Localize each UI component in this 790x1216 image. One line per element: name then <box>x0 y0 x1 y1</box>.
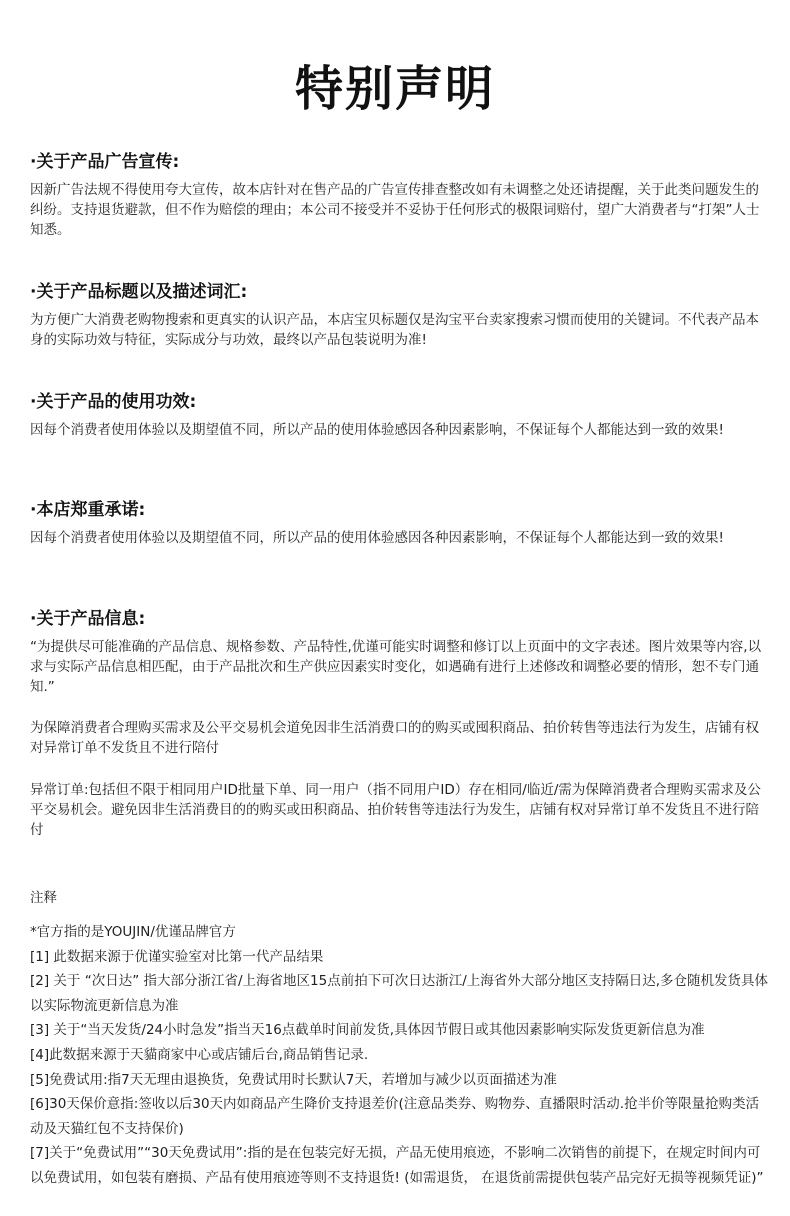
section-heading: ·关于产品信息: <box>30 609 146 629</box>
section-body: 因每个消费者使用体验以及期望值不同，所以产品的使用体验感因各种因素影响，不保证每个人都能达到一致的效果! <box>30 530 724 546</box>
notes-list <box>30 920 770 1191</box>
page-title: 特别声明 <box>294 61 495 117</box>
section-body: 因新广告法规不得使用夸大宣传，故本店针对在售产品的广告宣传排查整改如有未调整之处还请提醒，关于此类问题发生的纠纷。支持退货避款，但不作为赔偿的理由；本公司不接受并不妥协于任何形式的极限词赔付，望广大消费者与“打架”人士知悉。 <box>30 182 760 238</box>
section-product-title <box>30 280 765 350</box>
paragraph-purchase-protection: 为保障消费者合理购买需求及公平交易机会道免因非生活消费口的的购买或囤积商品、拍价转售等违法行为发生，店铺有权对异常订单不发货且不进行陪付 <box>30 720 759 756</box>
note-item: [1] 此数据来源于优谨实验室对比第一代产品结果 <box>30 948 324 965</box>
section-body: 为方便广大消费老购物搜索和更真实的认识产品，本店宝贝标题仅是沟宝平台卖家搜索习惯而使用的关键词。不代表产品本身的实际功效与特征，实际成分与功效，最终以产品包装说明为准! <box>30 312 759 348</box>
section-heading: ·关于产品广告宣传: <box>30 152 180 172</box>
note-item: [5]免费试用:指7天无理由退换货，免费试用时长默认7天，若增加与减少以页面描述为准 <box>30 1071 557 1088</box>
note-item: [7]关于“免费试用”“30天免费试用”:指的是在包装完好无损，产品无使用痕迹，不影响二次销售的前提下，在规定时间内可以免费试用，如包装有磨损、产品有使用痕迹等则不支持退货! (如需退货， 在退货前需提供包装产品完好无损等视频凭证)” <box>30 1145 764 1186</box>
section-advertising <box>30 150 765 240</box>
section-body: “为提供尽可能准确的产品信息、规格参数、产品特性,优谨可能实时调整和修订以上页面中的文字表述。图片效果等内容,以求与实际产品信息相匹配，由于产品批次和生产供应因素实时变化，如遇确有进行上述修改和调整必要的情形，恕不专门通知.” <box>30 639 762 695</box>
note-item: *官方指的是YOUJIN/优谨品牌官方 <box>30 924 236 940</box>
note-item: [4]此数据来源于天貓商家中心或店铺后台,商品销售记录. <box>30 1046 369 1063</box>
note-item: [2] 关于 “次日达” 指大部分浙江省/上海省地区15点前拍下可次日达浙江/上海省外大部分地区支持隔日达,多仓随机发货具体以实际物流更新信息为准 <box>30 973 769 1014</box>
section-product-info <box>30 607 765 697</box>
section-heading: ·本店郑重承诺: <box>30 500 146 520</box>
section-usage-effect <box>30 390 765 440</box>
section-body: 因每个消费者使用体验以及期望值不同，所以产品的使用体验感因各种因素影响，不保证每个人都能达到一致的效果! <box>30 422 724 438</box>
section-store-promise <box>30 498 765 548</box>
notes-title: 注释 <box>30 890 57 906</box>
note-item: [6]30天保价意指:签收以后30天内如商品产生降价支持退差价(注意品类券、购物券、直播限时活动.抢半价等限量抢购类活动及天猫红包不支持保价) <box>30 1096 760 1137</box>
section-heading: ·关于产品标题以及描述词汇: <box>30 282 248 302</box>
section-heading: ·关于产品的使用功效: <box>30 392 197 412</box>
paragraph-abnormal-orders: 异常订单:包括但不限于相同用户ID批量下单、同一用户（指不同用户ID）存在相同/临近/需为保障消费者合理购买需求及公平交易机会。避免因非生活消费目的的购买或田积商品、拍价转售等违法行为发生，店铺有权对异常订单不发货且不进行陪付 <box>30 782 761 838</box>
note-item: [3] 关于“当天发货/24小时急发”指当天16点截单时间前发货,具体因节假日或其他因素影响实际发货更新信息为准 <box>30 1022 705 1039</box>
